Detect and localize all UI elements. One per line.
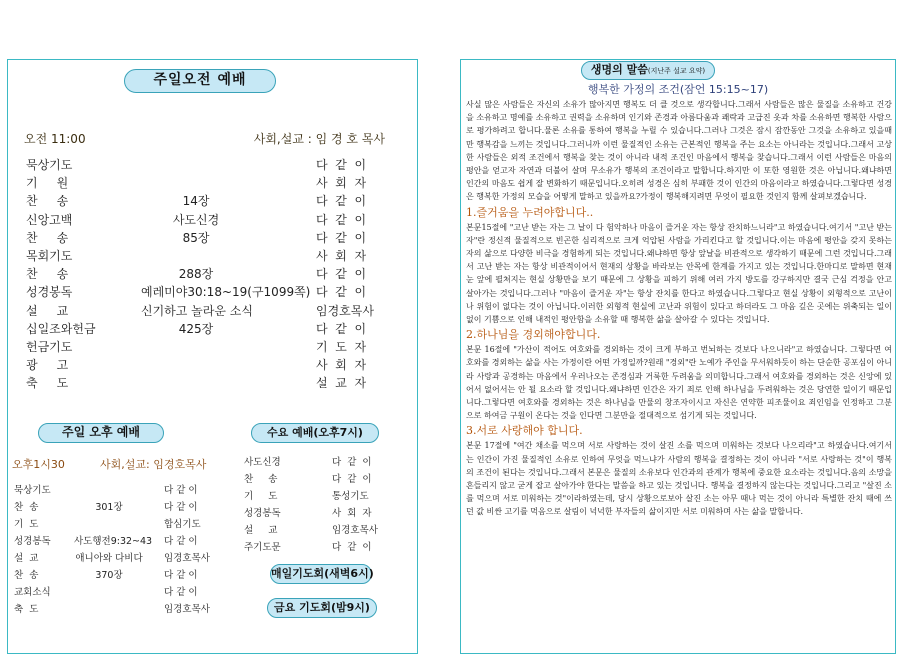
order-row: 헌금기도 기 도 자: [26, 339, 367, 354]
order-row: 설 교 애니아와 다비다 임경호목사: [14, 553, 210, 564]
sermon-series-label: 생명의 말씀: [590, 63, 648, 76]
order-row: 묵상기도 다 같 이: [26, 158, 367, 172]
sermon-point-text: 본문15절에 "고난 받는 자는 그 날이 다 험악하나 마음이 즐거운 자는 항상 잔치하느니라"고 하였습니다.여기서 "고난 받는 자"란 정신적 물질적으로 빈곤한 심리적으로 크게 억압된 사람을 가리킨다고 할 것입니다.이는 마음에 평안을 갖지 못하는 자의 삶으로 다양한 비극을 경험하게 되는 것입니다.왜냐하면 항상 앞날을 비관적으로 생각하기 때문에 그런 것입니다.그래서 고난 받는 자는 항상 비관적이어서 현재의 상황을 바라보는 안목에 한계를 가지고 있는 것입니다.한마디로 말하면 현재 눈 앞에 펼쳐지는 현실 상황만을 보기 때문에 그 상황을 피하기 위해 여러 가지 방도를 강구하지만 결국 근심 걱정을 안고 살아가는 것입니다.그러나 "마음이 즐거운 자"는 항상 잔치를 한다고 하였습니다.그렇다고 현실 상황이 외형적으로 고난이나 위험이 없다는 것이 아닙니다.이러한 외형적 현실에 고난과 위험이 있다고 하더라도 그 마음 깊은 곳에는 위축되는 일이 없이 기쁨으로 인해 내적인 평안함을 소유할 때 행복한 삶을 살아갈 수 있다는 것입니다.: [466, 222, 892, 325]
dawn-prayer-badge: 매일기도회(새벽6시): [270, 564, 372, 584]
order-row: 성경봉독 사도행전9:32~43 다 같 이: [14, 536, 198, 547]
morning-service-preacher: 사회,설교 : 임 경 호 목사: [253, 132, 385, 146]
worship-order-panel: [7, 59, 418, 654]
order-row: 광 고 사 회 자: [26, 358, 367, 373]
morning-service-title: 주일오전 예배: [124, 69, 276, 93]
order-row: 축 도 임경호목사: [14, 604, 210, 615]
afternoon-service-preacher: 사회,설교: 임경호목사: [100, 458, 207, 471]
order-row: 찬 송 301장 다 같 이: [14, 502, 198, 513]
sermon-point-text: 본문 16절에 "가산이 적어도 여호와를 경외하는 것이 크게 부하고 번뇌하는 것보다 나으니라"고 하였습니다. 그렇다면 여호와를 경외하는 삶을 사는 가정이란 어떤 가정일까?원래 "경외"란 노예가 주인을 무서워하듯이 하는 단순한 공포심이 아니라 사랑과 공경하는 마음에서 우러나오는 존경심과 거룩한 두려움을 의미합니다.그래서 여호와를 경외하는 것은 신앙에 있어서 없어서는 안 될 요소라 할 것입니다.왜냐하면 인간은 자기 죄로 인해 하나님을 두려워하는 것은 당연한 일이기 때문입니다.그렇다면 여호와를 경외하는 것은 하나님을 만물의 창조자이시고 자신은 연약한 피조물이요 죄인임을 인정하고 그분으로 하여금 구원이 온다는 것을 인다면 그분만을 절대적으로 섬기게 되는 것입니다.: [466, 345, 892, 421]
order-row: 기 도 통성기도: [244, 491, 369, 502]
order-row: 찬 송 14장 다 같 이: [26, 194, 367, 209]
afternoon-order-list: [14, 482, 234, 618]
sermon-panel: [460, 59, 896, 654]
afternoon-service-time: 오후1시30: [12, 458, 65, 471]
wednesday-order-list: [244, 454, 404, 556]
order-row: 기 도 합심기도: [14, 519, 201, 530]
order-row: 주기도문 다 같 이: [244, 542, 372, 553]
sermon-series-sub: (지난주 설교 요약): [647, 67, 706, 75]
order-row: 기 원 사 회 자: [26, 176, 367, 191]
order-row: 찬 송 370장 다 같 이: [14, 570, 198, 581]
sermon-point-heading: 1.즐거움을 누려야합니다..: [466, 205, 594, 219]
sermon-point-heading: 2.하나님을 경외해야합니다.: [466, 328, 601, 342]
order-row: 성경봉독 사 회 자: [244, 508, 372, 519]
order-row: 찬 송 다 같 이: [244, 474, 372, 485]
sermon-point-text: 본문 17절에 "여간 채소를 먹으며 서로 사랑하는 것이 살진 소를 먹으며 미워하는 것보다 나으리라"고 하였습니다.여기서는 인간이 가진 물질적인 소유로 인하여 무엇을 먹느냐가 사람의 행복을 결정하는 것이 아니라 "서로 사랑하는 것"이 행복의 조건이 된다는 것입니다.그래서 본문은 물질의 소유보다 인간과의 관계가 행복에 중요한 요소라는 것입니다.음의 소망을 흔들리지 않고 굳게 잡고 살아가야 한다는 말씀을 하고 있는 것입니다. 행복을 결정하지 않는다는 것입니다.그리고 "살진 소를 먹으며 서로 미워하는 것"이라하였는데, 당시 상황으로보아 살진 소는 아무 때나 먹는 것이 아니라 특별한 잔치 때에 쓰던 값 비싼 고기를 먹음으로 살림이 넉넉한 부자들의 삶이지만 서로 미워하며 사는 삶을 말합니다.: [466, 441, 892, 517]
order-row: 축 도 설 교 자: [26, 376, 367, 391]
sermon-series-badge: [581, 61, 715, 80]
order-row: 교회소식 다 같 이: [14, 587, 198, 598]
friday-prayer-badge: 금요 기도회(밤9시): [267, 598, 377, 618]
order-row: 찬 송 288장 다 같 이: [26, 267, 367, 282]
wednesday-service-title: 수요 예배(오후7시): [251, 423, 379, 443]
morning-service-time: 오전 11:00: [24, 132, 86, 146]
order-row: 십일조와헌금 425장 다 같 이: [26, 321, 367, 336]
order-row: 설 교 신기하고 놀라운 소식 임경호목사: [26, 303, 374, 318]
afternoon-service-title: 주일 오후 예배: [38, 423, 164, 443]
order-row: 신앙고백 사도신경 다 같 이: [26, 212, 367, 227]
sermon-point-heading: 3.서로 사랑해야 합니다.: [466, 424, 583, 438]
order-row: 설 교 임경호목사: [244, 525, 378, 536]
order-row: 사도신경 다 같 이: [244, 457, 372, 468]
order-row: 찬 송 85장 다 같 이: [26, 230, 367, 245]
order-row: 성경봉독 예레미야30:18~19(구1099쪽) 다 같 이: [26, 285, 367, 300]
sermon-title: 행복한 가정의 조건(잠언 15:15~17): [587, 83, 769, 96]
sermon-body: [466, 98, 892, 519]
morning-order-list: [26, 156, 376, 392]
order-row: 목회기도 사 회 자: [26, 248, 367, 263]
order-row: 묵상기도 다 같 이: [14, 485, 198, 496]
sermon-intro: 사실 많은 사람들은 자신의 소유가 많아지면 행복도 더 클 것으로 생각합니다.그래서 사람들은 많은 물질을 소유하고 건강을 소유하고 명예를 소유하고 권력을 소유하며 인기와 존경과 아름다움과 쾌락과 고급진 옷과 차를 소유하면 행복한 사람으로 평가하려고 합니다.물론 소유를 통하여 행복을 누릴 수 있습니다.그러나 그것은 잠시 잠깐동안 그것을 소유하고 있을때만 행복감을 느끼는 것입니다.그러니까 이런 물질적인 소유는 근본적인 행복을 주는 요소는 아니라는 것입니다.그래서 고상한 사람들은 외적 조건에서 행복을 찾는 것이 아니라 내적 조건인 마음에서 행복을 찾습니다.그래서 이런 사람들은 마음의 평안을 얻고자 자연과 더불어 살며 무소유가 행복의 조건이라고 말합니다.하지만 이 또한 영원한 것은 아닙니다.왜냐하면 인간의 마음도 쉽게 잘 변화하기 때문입니다.오히려 성경은 심히 부패한 것이 인간의 마음이라고 하였습니다.그렇다면 성경은 행복한 가정의 모습을 어떻게 말하고 있을까요?가정이 행복해지려면 무엇이 필요한 것인지 함께 살펴보겠습니다.: [466, 100, 892, 202]
